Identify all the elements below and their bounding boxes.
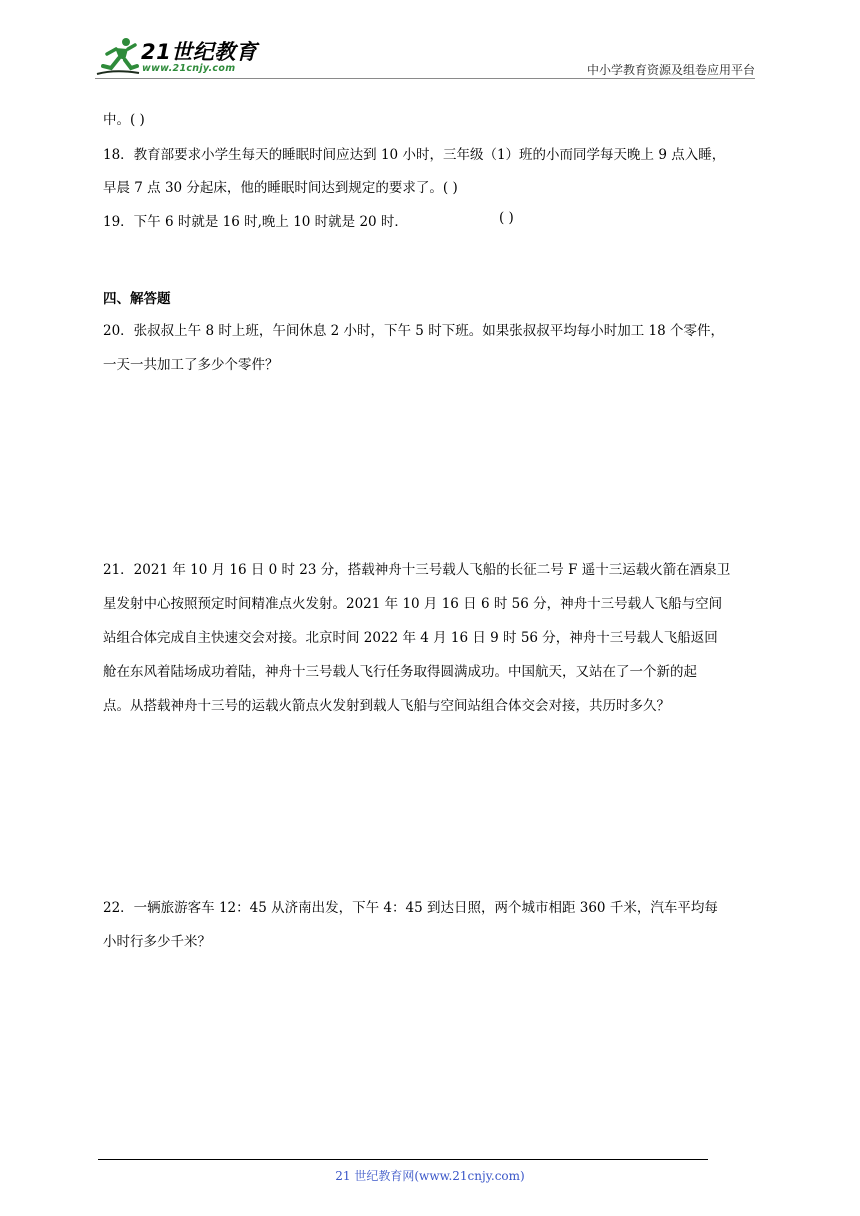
question-20-line-2: 一天一共加工了多少个零件？ bbox=[103, 357, 279, 373]
runner-logo-icon bbox=[95, 36, 141, 80]
question-21-line-3: 站组合体完成自主快速交会对接。北京时间 2022 年 4 月 16 日 9 时 56 分，神舟十三号载人飞船返回 bbox=[103, 630, 718, 646]
footer-divider bbox=[98, 1159, 708, 1160]
question-22-line-2: 小时行多少千米？ bbox=[103, 934, 211, 950]
header-divider bbox=[95, 78, 755, 79]
question-19: 19．下午 6 时就是 16 时,晚上 10 时就是 20 时． bbox=[103, 214, 408, 230]
question-19-answer-blank: ( ) bbox=[499, 210, 514, 226]
site-logo[interactable] bbox=[95, 36, 265, 80]
section-4-title: 四、解答题 bbox=[103, 291, 171, 307]
question-21-line-1: 21．2021 年 10 月 16 日 0 时 23 分，搭载神舟十三号载人飞船的长征二号 F 遥十三运载火箭在酒泉卫 bbox=[103, 562, 731, 578]
logo-title: 21世纪教育 bbox=[141, 40, 258, 64]
question-22-line-1: 22．一辆旅游客车 12：45 从济南出发，下午 4：45 到达日照，两个城市相距 360 千米，汽车平均每 bbox=[103, 900, 718, 916]
footer-link[interactable]: 21 世纪教育网(www.21cnjy.com) bbox=[335, 1169, 525, 1183]
question-18-line-1: 18．教育部要求小学生每天的睡眠时间应达到 10 小时，三年级（1）班的小而同学每天晚上 9 点入睡， bbox=[103, 147, 726, 163]
question-17-tail: 中。( ) bbox=[103, 112, 145, 128]
question-21-line-4: 舱在东风着陆场成功着陆，神舟十三号载人飞行任务取得圆满成功。中国航天，又站在了一个新的起 bbox=[103, 664, 697, 680]
header-tagline: 中小学教育资源及组卷应用平台 bbox=[586, 63, 755, 77]
logo-url: www.21cnjy.com bbox=[142, 63, 236, 74]
question-21-line-2: 星发射中心按照预定时间精准点火发射。2021 年 10 月 16 日 6 时 56 分，神舟十三号载人飞船与空间 bbox=[103, 596, 723, 612]
question-21-line-5: 点。从搭载神舟十三号的运载火箭点火发射到载人飞船与空间站组合体交会对接，共历时多久？ bbox=[103, 698, 670, 714]
page-header bbox=[0, 0, 860, 82]
question-20-line-1: 20．张叔叔上午 8 时上班，午间休息 2 小时，下午 5 时下班。如果张叔叔平均每小时加工 18 个零件， bbox=[103, 323, 724, 339]
question-18-line-2: 早晨 7 点 30 分起床，他的睡眠时间达到规定的要求了。( ) bbox=[103, 180, 458, 196]
